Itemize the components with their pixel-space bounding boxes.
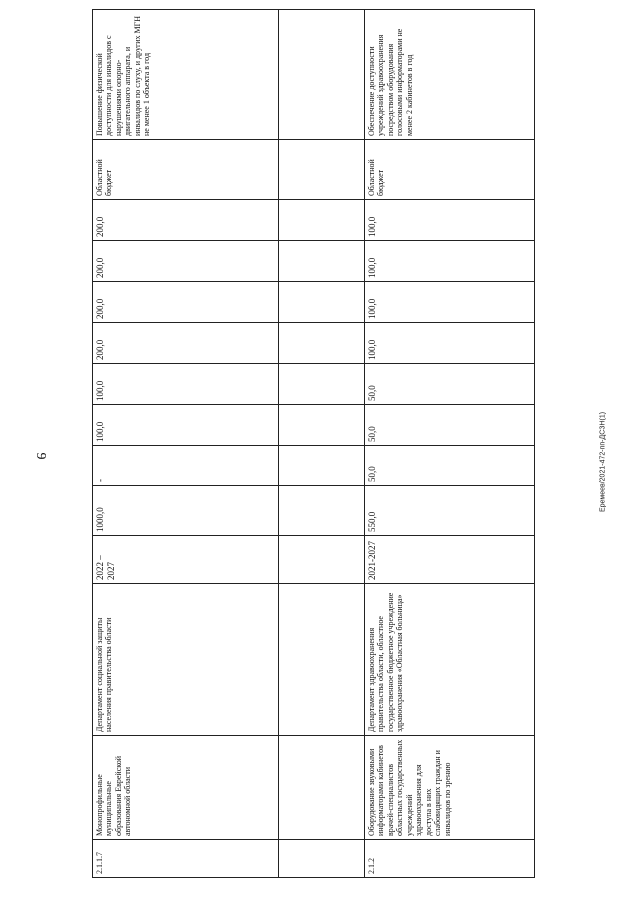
amount-2023: [279, 364, 365, 405]
total-amount: 1000,0: [93, 486, 279, 536]
executor: Департамент социальной защиты населения правительства области: [93, 584, 279, 736]
executor: Департамент здравоохранения правительства области, областное государственное бюджетное учреждение здравоохранения «Областная больница»: [365, 584, 535, 736]
amount-2025: [279, 282, 365, 323]
amount-2021: [279, 446, 365, 486]
table-row: [365, 10, 535, 878]
program-table: [92, 9, 535, 878]
event-name: Оборудование звуковыми информаторами кабинетов врачей-специалистов областных государственных учреждений здравоохранения для доступа в них слабовидящих граждан и инвалидов по зрению: [365, 736, 535, 840]
amount-2025: 200,0: [93, 282, 279, 323]
expected-result: Обеспечение доступности учреждений здравоохранения посредством оборудования голосовыми информаторами не менее 2 кабинетов в год: [365, 10, 535, 140]
amount-2023: 100,0: [93, 364, 279, 405]
funding-source: [279, 140, 365, 200]
amount-2026: 200,0: [93, 241, 279, 282]
amount-2027: 200,0: [93, 200, 279, 241]
amount-2026: 100,0: [365, 241, 535, 282]
event-name: Монопрофильные муниципальные образования Еврейской автономной области: [93, 736, 279, 840]
row-id: [279, 840, 365, 878]
expected-result: Повышение физической доступности для инвалидов с нарушениями опорно-двигательного аппарата, и инвалидов по слуху, и других МГН не менее 1 объекта в год: [93, 10, 279, 140]
amount-2027: [279, 200, 365, 241]
period: 2022 – 2027: [93, 536, 279, 584]
page-number: 9: [33, 452, 48, 460]
funding-source: Областной бюджет: [93, 140, 279, 200]
amount-2025: 100,0: [365, 282, 535, 323]
amount-2026: [279, 241, 365, 282]
period: [279, 536, 365, 584]
total-amount: 550,0: [365, 486, 535, 536]
amount-2024: [279, 323, 365, 364]
table-row: [279, 10, 365, 878]
amount-2021: 50,0: [365, 446, 535, 486]
document-code-text: Еремеев/2021-472-пп-ДСЗН(1): [599, 411, 607, 513]
table-row: [93, 10, 279, 878]
row-id: 2.1.1.7: [93, 840, 279, 878]
executor: [279, 584, 365, 736]
period: 2021-2027: [365, 536, 535, 584]
amount-2022: [279, 405, 365, 446]
amount-2022: 50,0: [365, 405, 535, 446]
row-id: 2.1.2: [365, 840, 535, 878]
amount-2024: 100,0: [365, 323, 535, 364]
amount-2024: 200,0: [93, 323, 279, 364]
funding-source: Областной бюджет: [365, 140, 535, 200]
amount-2023: 50,0: [365, 364, 535, 405]
program-table-container: [92, 10, 534, 878]
amount-2021: -: [93, 446, 279, 486]
expected-result: [279, 10, 365, 140]
event-name: [279, 736, 365, 840]
document-code: [599, 411, 607, 513]
amount-2027: 100,0: [365, 200, 535, 241]
amount-2022: 100,0: [93, 405, 279, 446]
total-amount: [279, 486, 365, 536]
